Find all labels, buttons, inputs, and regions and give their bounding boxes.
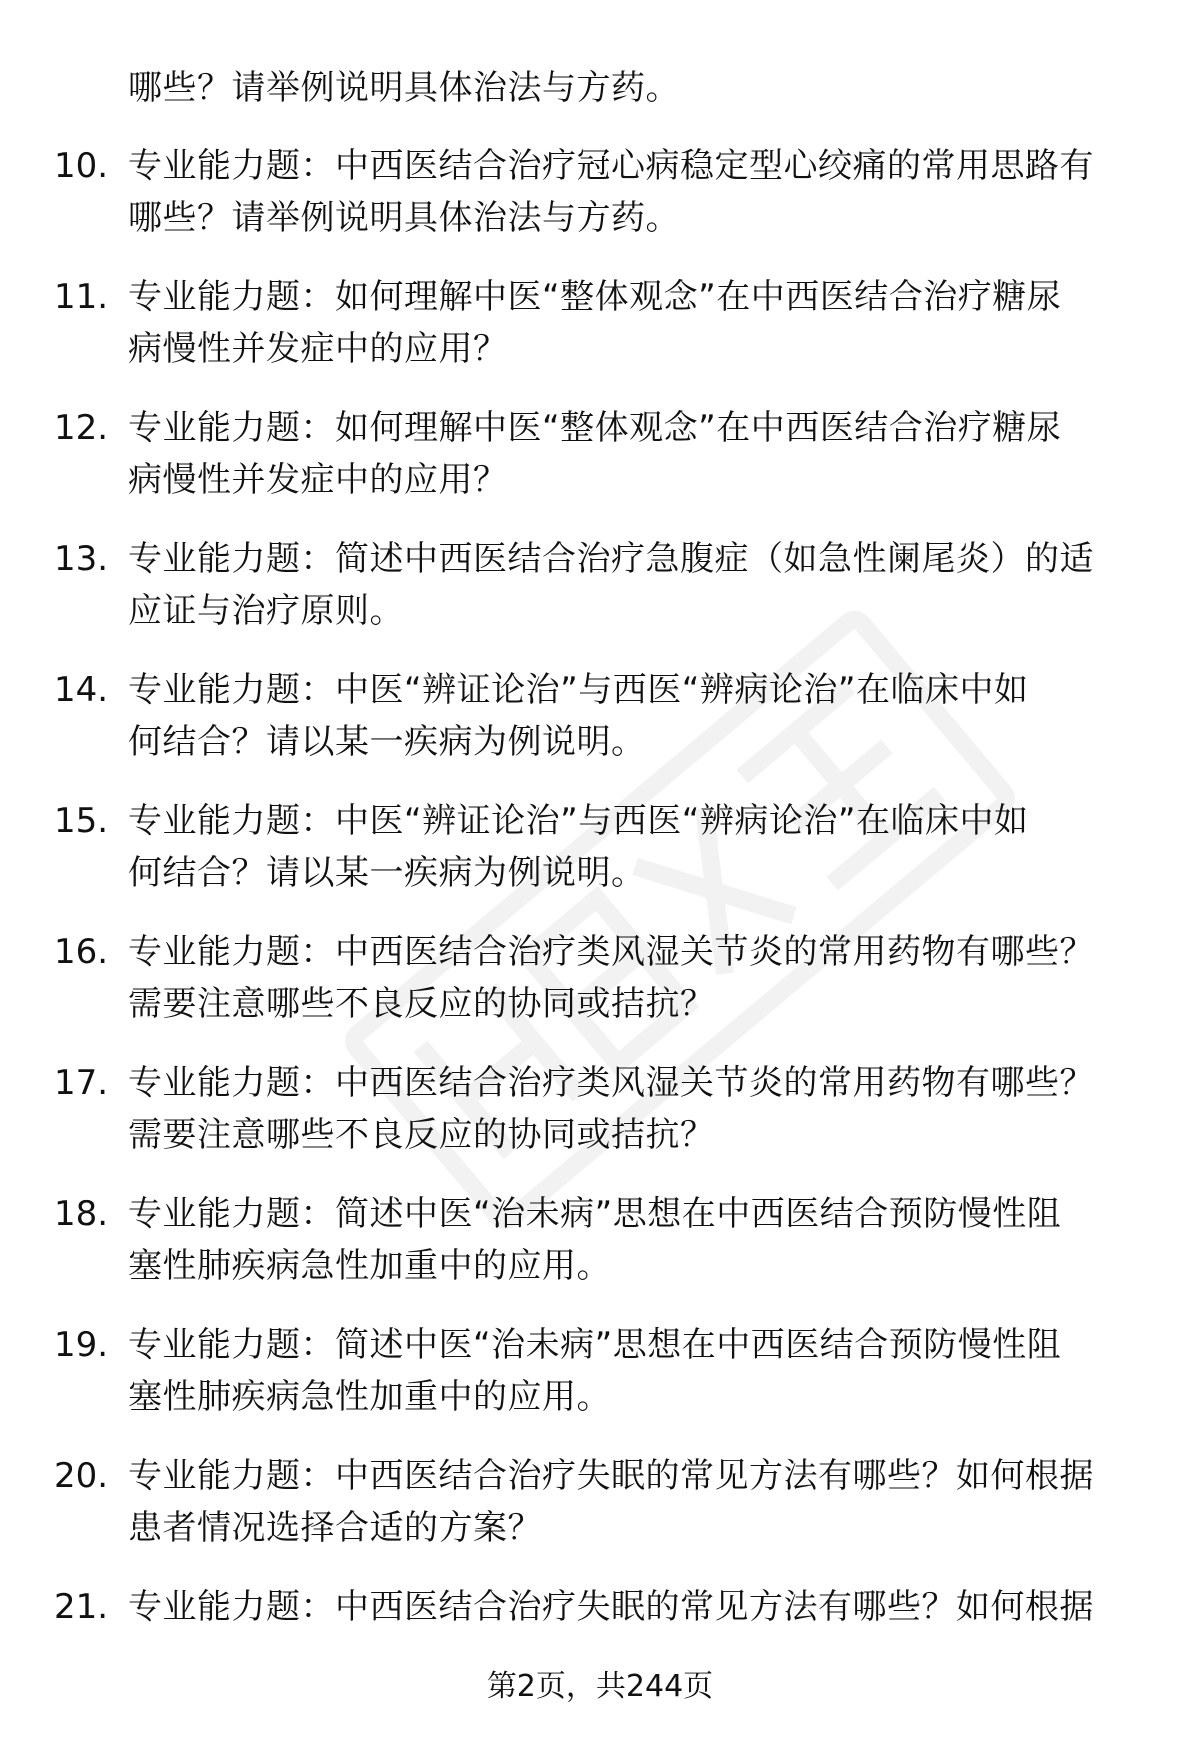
question-number: 14. <box>54 670 109 710</box>
list-item <box>0 1188 1200 1292</box>
question-line: 塞性肺疾病急性加重中的应用。 <box>128 1246 611 1286</box>
question-line: 专业能力题：简述中医“治未病”思想在中西医结合预防慢性阻 <box>128 1194 1062 1234</box>
list-item <box>0 664 1200 768</box>
question-text <box>128 1188 1146 1292</box>
question-line: 专业能力题：中西医结合治疗失眠的常见方法有哪些？如何根据 <box>128 1587 1094 1627</box>
question-number: 20. <box>54 1456 109 1496</box>
question-text <box>128 926 1146 1030</box>
list-item <box>0 140 1200 244</box>
question-number: 12. <box>54 408 109 448</box>
question-text <box>128 402 1146 506</box>
question-number: 15. <box>54 801 109 841</box>
question-line: 专业能力题：中西医结合治疗冠心病稳定型心绞痛的常用思路有 <box>128 146 1094 186</box>
list-item <box>0 271 1200 375</box>
question-line: 专业能力题：中西医结合治疗类风湿关节炎的常用药物有哪些？ <box>128 932 1094 972</box>
question-text <box>128 1450 1146 1554</box>
question-line: 专业能力题：简述中西医结合治疗急腹症（如急性阑尾炎）的适 <box>128 539 1094 579</box>
question-text <box>128 533 1146 637</box>
question-number: 19. <box>54 1325 109 1365</box>
question-number: 17. <box>54 1063 109 1103</box>
question-line: 何结合？请以某一疾病为例说明。 <box>128 722 646 762</box>
list-item <box>0 1319 1200 1423</box>
question-line: 病慢性并发症中的应用？ <box>128 460 508 500</box>
question-number: 13. <box>54 539 109 579</box>
question-text <box>128 1319 1146 1423</box>
question-line: 专业能力题：中医“辨证论治”与西医“辨病论治”在临床中如 <box>128 801 1029 841</box>
question-number: 11. <box>54 277 109 317</box>
question-line: 专业能力题：如何理解中医“整体观念”在中西医结合治疗糖尿 <box>128 277 1062 317</box>
question-line: 患者情况选择合适的方案？ <box>128 1508 542 1548</box>
question-number: 16. <box>54 932 109 972</box>
list-item <box>0 926 1200 1030</box>
question-number: 18. <box>54 1194 109 1234</box>
list-item <box>0 1057 1200 1161</box>
question-line: 何结合？请以某一疾病为例说明。 <box>128 853 646 893</box>
list-item <box>0 402 1200 506</box>
question-line: 需要注意哪些不良反应的协同或拮抗？ <box>128 1115 715 1155</box>
question-text <box>128 140 1146 244</box>
question-line: 病慢性并发症中的应用？ <box>128 329 508 369</box>
question-line: 塞性肺疾病急性加重中的应用。 <box>128 1377 611 1417</box>
question-line: 专业能力题：中西医结合治疗类风湿关节炎的常用药物有哪些？ <box>128 1063 1094 1103</box>
question-text <box>128 795 1146 899</box>
continued-question-text: 哪些？请举例说明具体治法与方药。 <box>128 68 680 108</box>
question-line: 专业能力题：简述中医“治未病”思想在中西医结合预防慢性阻 <box>128 1325 1062 1365</box>
question-text <box>128 664 1146 768</box>
question-number: 10. <box>54 146 109 186</box>
question-line: 哪些？请举例说明具体治法与方药。 <box>128 198 680 238</box>
question-text <box>128 1581 1146 1633</box>
list-item <box>0 533 1200 637</box>
question-line: 专业能力题：如何理解中医“整体观念”在中西医结合治疗糖尿 <box>128 408 1062 448</box>
list-item <box>0 795 1200 899</box>
question-text <box>128 271 1146 375</box>
question-line: 专业能力题：中医“辨证论治”与西医“辨病论治”在临床中如 <box>128 670 1029 710</box>
question-line: 应证与治疗原则。 <box>128 591 404 631</box>
question-text <box>128 1057 1146 1161</box>
question-list <box>0 140 1200 1712</box>
question-line: 需要注意哪些不良反应的协同或拮抗？ <box>128 984 715 1024</box>
question-line: 专业能力题：中西医结合治疗失眠的常见方法有哪些？如何根据 <box>128 1456 1094 1496</box>
page-number-footer: 第2页，共244页 <box>486 1669 714 1704</box>
list-item <box>0 1450 1200 1554</box>
question-number: 21. <box>54 1587 109 1627</box>
